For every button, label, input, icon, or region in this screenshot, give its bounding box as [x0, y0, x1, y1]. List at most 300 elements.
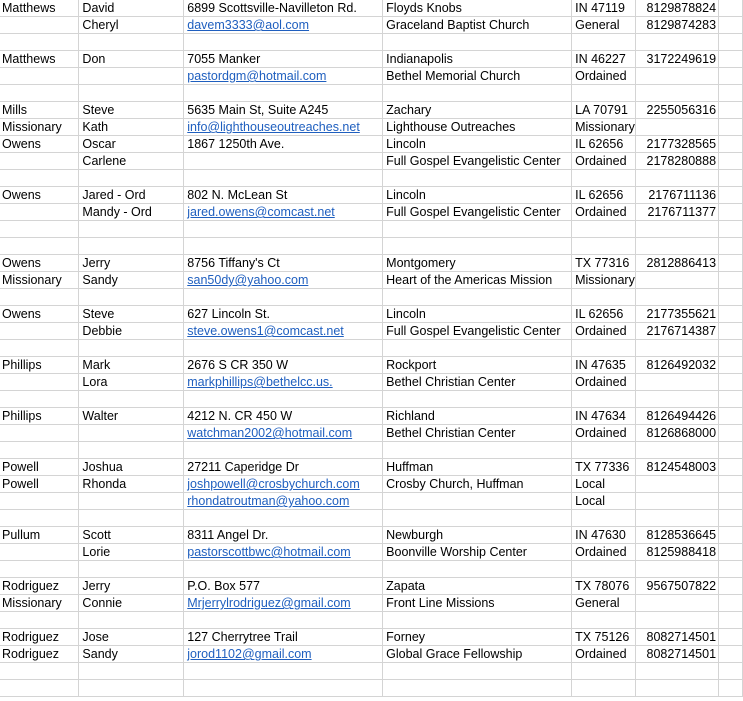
- cell-first-name[interactable]: Walter: [79, 408, 184, 425]
- cell-empty[interactable]: [719, 442, 743, 459]
- cell-address-email[interactable]: san50dy@yahoo.com: [184, 272, 383, 289]
- cell-first-name[interactable]: [79, 510, 184, 527]
- cell-address-email[interactable]: 6899 Scottsville-Navilleton Rd.: [184, 0, 383, 17]
- cell-empty[interactable]: [719, 646, 743, 663]
- cell-address-email[interactable]: [184, 442, 383, 459]
- cell-city-church[interactable]: [383, 289, 572, 306]
- cell-city-church[interactable]: Lincoln: [383, 187, 572, 204]
- cell-empty[interactable]: [719, 272, 743, 289]
- cell-state-zip-status[interactable]: [572, 221, 636, 238]
- table-row: [0, 680, 743, 697]
- cell-empty[interactable]: [719, 595, 743, 612]
- cell-state-zip-status[interactable]: [572, 34, 636, 51]
- cell-first-name[interactable]: Carlene: [79, 153, 184, 170]
- cell-last-name[interactable]: [0, 17, 79, 34]
- cell-phone[interactable]: 9567507822: [636, 578, 719, 595]
- cell-first-name[interactable]: Steve: [79, 306, 184, 323]
- cell-state-zip-status[interactable]: [572, 238, 636, 255]
- cell-state-zip-status[interactable]: IN 47635: [572, 357, 636, 374]
- cell-phone[interactable]: 2176714387: [636, 323, 719, 340]
- cell-first-name[interactable]: Lorie: [79, 544, 184, 561]
- cell-phone[interactable]: 2812886413: [636, 255, 719, 272]
- cell-empty[interactable]: [719, 255, 743, 272]
- cell-empty[interactable]: [719, 238, 743, 255]
- cell-last-name[interactable]: Mills: [0, 102, 79, 119]
- cell-last-name[interactable]: [0, 374, 79, 391]
- cell-address-email[interactable]: 2676 S CR 350 W: [184, 357, 383, 374]
- cell-city-church[interactable]: Lincoln: [383, 136, 572, 153]
- cell-phone[interactable]: 2176711377: [636, 204, 719, 221]
- cell-city-church[interactable]: Newburgh: [383, 527, 572, 544]
- cell-phone[interactable]: [636, 221, 719, 238]
- cell-state-zip-status[interactable]: IN 46227: [572, 51, 636, 68]
- cell-state-zip-status[interactable]: Ordained: [572, 374, 636, 391]
- cell-city-church[interactable]: [383, 170, 572, 187]
- cell-address-email[interactable]: [184, 289, 383, 306]
- cell-last-name[interactable]: Pullum: [0, 527, 79, 544]
- cell-phone[interactable]: [636, 680, 719, 697]
- cell-first-name[interactable]: Scott: [79, 527, 184, 544]
- cell-state-zip-status[interactable]: Ordained: [572, 68, 636, 85]
- cell-address-email[interactable]: [184, 170, 383, 187]
- cell-last-name[interactable]: [0, 340, 79, 357]
- cell-state-zip-status[interactable]: [572, 289, 636, 306]
- cell-empty[interactable]: [719, 578, 743, 595]
- cell-empty[interactable]: [719, 187, 743, 204]
- cell-first-name[interactable]: Jared - Ord: [79, 187, 184, 204]
- cell-city-church[interactable]: Huffman: [383, 459, 572, 476]
- cell-address-email[interactable]: 8311 Angel Dr.: [184, 527, 383, 544]
- cell-last-name[interactable]: [0, 493, 79, 510]
- cell-address-email[interactable]: 8756 Tiffany's Ct: [184, 255, 383, 272]
- cell-last-name[interactable]: [0, 289, 79, 306]
- cell-empty[interactable]: [719, 170, 743, 187]
- cell-empty[interactable]: [719, 289, 743, 306]
- cell-city-church[interactable]: Crosby Church, Huffman: [383, 476, 572, 493]
- cell-state-zip-status[interactable]: General: [572, 17, 636, 34]
- cell-city-church[interactable]: [383, 680, 572, 697]
- cell-city-church[interactable]: Rockport: [383, 357, 572, 374]
- cell-address-email[interactable]: [184, 510, 383, 527]
- cell-city-church[interactable]: Heart of the Americas Mission: [383, 272, 572, 289]
- cell-state-zip-status[interactable]: LA 70791: [572, 102, 636, 119]
- cell-state-zip-status[interactable]: Missionary: [572, 119, 636, 136]
- cell-phone[interactable]: 8126492032: [636, 357, 719, 374]
- cell-empty[interactable]: [719, 153, 743, 170]
- table-row: [0, 663, 743, 680]
- cell-state-zip-status[interactable]: TX 77336: [572, 459, 636, 476]
- cell-empty[interactable]: [719, 391, 743, 408]
- cell-address-email[interactable]: rhondatroutman@yahoo.com: [184, 493, 383, 510]
- cell-empty[interactable]: [719, 340, 743, 357]
- cell-city-church[interactable]: Full Gospel Evangelistic Center: [383, 323, 572, 340]
- cell-first-name[interactable]: [79, 612, 184, 629]
- cell-last-name[interactable]: Missionary: [0, 595, 79, 612]
- cell-city-church[interactable]: [383, 221, 572, 238]
- table-row: [0, 153, 743, 170]
- table-row: [0, 442, 743, 459]
- cell-address-email[interactable]: joshpowell@crosbychurch.com: [184, 476, 383, 493]
- cell-address-email[interactable]: markphillips@bethelcc.us.: [184, 374, 383, 391]
- cell-first-name[interactable]: Mark: [79, 357, 184, 374]
- cell-state-zip-status[interactable]: [572, 612, 636, 629]
- cell-phone[interactable]: [636, 612, 719, 629]
- cell-state-zip-status[interactable]: IL 62656: [572, 187, 636, 204]
- cell-city-church[interactable]: [383, 493, 572, 510]
- cell-address-email[interactable]: 27211 Caperidge Dr: [184, 459, 383, 476]
- cell-empty[interactable]: [719, 663, 743, 680]
- cell-address-email[interactable]: 127 Cherrytree Trail: [184, 629, 383, 646]
- cell-last-name[interactable]: Rodriguez: [0, 629, 79, 646]
- cell-city-church[interactable]: Indianapolis: [383, 51, 572, 68]
- cell-address-email[interactable]: 4212 N. CR 450 W: [184, 408, 383, 425]
- cell-empty[interactable]: [719, 561, 743, 578]
- cell-empty[interactable]: [719, 306, 743, 323]
- cell-state-zip-status[interactable]: Ordained: [572, 153, 636, 170]
- cell-last-name[interactable]: [0, 204, 79, 221]
- cell-empty[interactable]: [719, 102, 743, 119]
- table-row: [0, 238, 743, 255]
- cell-state-zip-status[interactable]: [572, 663, 636, 680]
- cell-state-zip-status[interactable]: Ordained: [572, 204, 636, 221]
- cell-phone[interactable]: 8129874283: [636, 17, 719, 34]
- cell-first-name[interactable]: Cheryl: [79, 17, 184, 34]
- cell-phone[interactable]: 8125988418: [636, 544, 719, 561]
- table-row: [0, 408, 743, 425]
- cell-first-name[interactable]: [79, 663, 184, 680]
- cell-last-name[interactable]: [0, 323, 79, 340]
- cell-empty[interactable]: [719, 629, 743, 646]
- cell-empty[interactable]: [719, 0, 743, 17]
- cell-city-church[interactable]: [383, 340, 572, 357]
- cell-last-name[interactable]: Owens: [0, 136, 79, 153]
- cell-first-name[interactable]: [79, 68, 184, 85]
- cell-phone[interactable]: 8129878824: [636, 0, 719, 17]
- cell-phone[interactable]: [636, 340, 719, 357]
- cell-last-name[interactable]: Owens: [0, 306, 79, 323]
- cell-city-church[interactable]: Graceland Baptist Church: [383, 17, 572, 34]
- cell-city-church[interactable]: [383, 510, 572, 527]
- cell-empty[interactable]: [719, 85, 743, 102]
- cell-city-church[interactable]: Zapata: [383, 578, 572, 595]
- cell-first-name[interactable]: [79, 238, 184, 255]
- cell-state-zip-status[interactable]: Ordained: [572, 323, 636, 340]
- cell-first-name[interactable]: [79, 425, 184, 442]
- cell-address-email[interactable]: [184, 221, 383, 238]
- cell-state-zip-status[interactable]: IL 62656: [572, 136, 636, 153]
- cell-phone[interactable]: [636, 493, 719, 510]
- cell-last-name[interactable]: [0, 170, 79, 187]
- cell-first-name[interactable]: Rhonda: [79, 476, 184, 493]
- cell-empty[interactable]: [719, 374, 743, 391]
- cell-first-name[interactable]: [79, 561, 184, 578]
- cell-empty[interactable]: [719, 357, 743, 374]
- cell-state-zip-status[interactable]: [572, 85, 636, 102]
- table-row: [0, 595, 743, 612]
- cell-last-name[interactable]: Matthews: [0, 51, 79, 68]
- cell-last-name[interactable]: [0, 34, 79, 51]
- cell-phone[interactable]: [636, 34, 719, 51]
- cell-state-zip-status[interactable]: Ordained: [572, 646, 636, 663]
- cell-address-email[interactable]: [184, 85, 383, 102]
- cell-state-zip-status[interactable]: [572, 442, 636, 459]
- table-row: [0, 527, 743, 544]
- cell-state-zip-status[interactable]: [572, 561, 636, 578]
- cell-empty[interactable]: [719, 204, 743, 221]
- cell-first-name[interactable]: [79, 340, 184, 357]
- cell-city-church[interactable]: Forney: [383, 629, 572, 646]
- cell-first-name[interactable]: Jerry: [79, 255, 184, 272]
- cell-city-church[interactable]: Boonville Worship Center: [383, 544, 572, 561]
- cell-first-name[interactable]: Joshua: [79, 459, 184, 476]
- cell-empty[interactable]: [719, 68, 743, 85]
- cell-address-email[interactable]: [184, 663, 383, 680]
- cell-state-zip-status[interactable]: TX 77316: [572, 255, 636, 272]
- cell-city-church[interactable]: Montgomery: [383, 255, 572, 272]
- cell-first-name[interactable]: [79, 85, 184, 102]
- cell-address-email[interactable]: Mrjerrylrodriguez@gmail.com: [184, 595, 383, 612]
- cell-phone[interactable]: [636, 561, 719, 578]
- cell-last-name[interactable]: Powell: [0, 459, 79, 476]
- cell-phone[interactable]: [636, 85, 719, 102]
- cell-empty[interactable]: [719, 119, 743, 136]
- cell-first-name[interactable]: Debbie: [79, 323, 184, 340]
- cell-first-name[interactable]: David: [79, 0, 184, 17]
- cell-last-name[interactable]: Rodriguez: [0, 578, 79, 595]
- cell-address-email[interactable]: info@lighthouseoutreaches.net: [184, 119, 383, 136]
- cell-phone[interactable]: 2177328565: [636, 136, 719, 153]
- cell-last-name[interactable]: Phillips: [0, 357, 79, 374]
- cell-first-name[interactable]: Sandy: [79, 272, 184, 289]
- table-row: [0, 204, 743, 221]
- cell-last-name[interactable]: Powell: [0, 476, 79, 493]
- cell-phone[interactable]: 2255056316: [636, 102, 719, 119]
- cell-empty[interactable]: [719, 527, 743, 544]
- cell-empty[interactable]: [719, 51, 743, 68]
- cell-empty[interactable]: [719, 544, 743, 561]
- cell-phone[interactable]: 3172249619: [636, 51, 719, 68]
- cell-city-church[interactable]: [383, 663, 572, 680]
- cell-first-name[interactable]: Don: [79, 51, 184, 68]
- cell-empty[interactable]: [719, 510, 743, 527]
- cell-state-zip-status[interactable]: [572, 391, 636, 408]
- cell-last-name[interactable]: [0, 391, 79, 408]
- cell-first-name[interactable]: Kath: [79, 119, 184, 136]
- cell-address-email[interactable]: [184, 34, 383, 51]
- cell-address-email[interactable]: [184, 561, 383, 578]
- cell-state-zip-status[interactable]: [572, 510, 636, 527]
- cell-last-name[interactable]: Phillips: [0, 408, 79, 425]
- cell-address-email[interactable]: 802 N. McLean St: [184, 187, 383, 204]
- cell-phone[interactable]: [636, 374, 719, 391]
- cell-empty[interactable]: [719, 408, 743, 425]
- cell-phone[interactable]: 2176711136: [636, 187, 719, 204]
- cell-address-email[interactable]: 7055 Manker: [184, 51, 383, 68]
- cell-first-name[interactable]: [79, 680, 184, 697]
- table-row: [0, 272, 743, 289]
- cell-phone[interactable]: [636, 119, 719, 136]
- cell-empty[interactable]: [719, 34, 743, 51]
- cell-phone[interactable]: 8082714501: [636, 629, 719, 646]
- cell-last-name[interactable]: Owens: [0, 187, 79, 204]
- cell-empty[interactable]: [719, 493, 743, 510]
- cell-first-name[interactable]: Mandy - Ord: [79, 204, 184, 221]
- table-row: [0, 102, 743, 119]
- cell-phone[interactable]: 8124548003: [636, 459, 719, 476]
- cell-state-zip-status[interactable]: Ordained: [572, 544, 636, 561]
- cell-phone[interactable]: 8126868000: [636, 425, 719, 442]
- cell-empty[interactable]: [719, 612, 743, 629]
- cell-empty[interactable]: [719, 136, 743, 153]
- cell-address-email[interactable]: [184, 238, 383, 255]
- cell-phone[interactable]: [636, 289, 719, 306]
- cell-last-name[interactable]: [0, 221, 79, 238]
- cell-address-email[interactable]: P.O. Box 577: [184, 578, 383, 595]
- cell-address-email[interactable]: jared.owens@comcast.net: [184, 204, 383, 221]
- cell-phone[interactable]: [636, 272, 719, 289]
- cell-city-church[interactable]: [383, 561, 572, 578]
- cell-state-zip-status[interactable]: General: [572, 595, 636, 612]
- cell-empty[interactable]: [719, 425, 743, 442]
- cell-last-name[interactable]: [0, 612, 79, 629]
- cell-last-name[interactable]: [0, 680, 79, 697]
- cell-phone[interactable]: [636, 170, 719, 187]
- cell-phone[interactable]: 2178280888: [636, 153, 719, 170]
- cell-first-name[interactable]: [79, 391, 184, 408]
- cell-city-church[interactable]: Global Grace Fellowship: [383, 646, 572, 663]
- cell-state-zip-status[interactable]: IL 62656: [572, 306, 636, 323]
- table-row: [0, 629, 743, 646]
- cell-state-zip-status[interactable]: IN 47634: [572, 408, 636, 425]
- cell-last-name[interactable]: [0, 561, 79, 578]
- cell-state-zip-status[interactable]: TX 78076: [572, 578, 636, 595]
- cell-first-name[interactable]: Jose: [79, 629, 184, 646]
- cell-city-church[interactable]: Zachary: [383, 102, 572, 119]
- cell-first-name[interactable]: Jerry: [79, 578, 184, 595]
- cell-state-zip-status[interactable]: [572, 340, 636, 357]
- cell-state-zip-status[interactable]: Ordained: [572, 425, 636, 442]
- cell-first-name[interactable]: [79, 34, 184, 51]
- cell-city-church[interactable]: [383, 612, 572, 629]
- cell-phone[interactable]: 2177355621: [636, 306, 719, 323]
- cell-phone[interactable]: [636, 442, 719, 459]
- cell-address-email[interactable]: 627 Lincoln St.: [184, 306, 383, 323]
- cell-phone[interactable]: [636, 68, 719, 85]
- cell-last-name[interactable]: [0, 425, 79, 442]
- cell-city-church[interactable]: Bethel Christian Center: [383, 374, 572, 391]
- cell-address-email[interactable]: 5635 Main St, Suite A245: [184, 102, 383, 119]
- cell-first-name[interactable]: [79, 221, 184, 238]
- cell-last-name[interactable]: Matthews: [0, 0, 79, 17]
- cell-address-email[interactable]: [184, 612, 383, 629]
- cell-address-email[interactable]: [184, 340, 383, 357]
- cell-last-name[interactable]: Owens: [0, 255, 79, 272]
- cell-city-church[interactable]: Lincoln: [383, 306, 572, 323]
- cell-phone[interactable]: [636, 663, 719, 680]
- cell-last-name[interactable]: [0, 442, 79, 459]
- cell-city-church[interactable]: [383, 391, 572, 408]
- cell-address-email[interactable]: [184, 391, 383, 408]
- cell-first-name[interactable]: Lora: [79, 374, 184, 391]
- cell-address-email[interactable]: steve.owens1@comcast.net: [184, 323, 383, 340]
- cell-first-name[interactable]: Steve: [79, 102, 184, 119]
- cell-first-name[interactable]: [79, 170, 184, 187]
- cell-address-email[interactable]: [184, 680, 383, 697]
- cell-phone[interactable]: 8082714501: [636, 646, 719, 663]
- cell-first-name[interactable]: Oscar: [79, 136, 184, 153]
- cell-last-name[interactable]: [0, 68, 79, 85]
- cell-last-name[interactable]: Missionary: [0, 272, 79, 289]
- cell-phone[interactable]: [636, 391, 719, 408]
- cell-address-email[interactable]: davem3333@aol.com: [184, 17, 383, 34]
- cell-empty[interactable]: [719, 476, 743, 493]
- cell-empty[interactable]: [719, 680, 743, 697]
- cell-phone[interactable]: [636, 238, 719, 255]
- cell-first-name[interactable]: [79, 289, 184, 306]
- cell-last-name[interactable]: [0, 238, 79, 255]
- cell-last-name[interactable]: [0, 544, 79, 561]
- cell-city-church[interactable]: Floyds Knobs: [383, 0, 572, 17]
- cell-state-zip-status[interactable]: [572, 680, 636, 697]
- cell-city-church[interactable]: Richland: [383, 408, 572, 425]
- cell-address-email[interactable]: pastorscottbwc@hotmail.com: [184, 544, 383, 561]
- cell-address-email[interactable]: pastordgm@hotmail.com: [184, 68, 383, 85]
- cell-first-name[interactable]: [79, 442, 184, 459]
- cell-address-email[interactable]: jorod1102@gmail.com: [184, 646, 383, 663]
- cell-state-zip-status[interactable]: Missionary: [572, 272, 636, 289]
- cell-state-zip-status[interactable]: IN 47119: [572, 0, 636, 17]
- cell-empty[interactable]: [719, 459, 743, 476]
- cell-first-name[interactable]: Connie: [79, 595, 184, 612]
- cell-city-church[interactable]: [383, 85, 572, 102]
- cell-city-church[interactable]: [383, 442, 572, 459]
- cell-state-zip-status[interactable]: Local: [572, 493, 636, 510]
- cell-city-church[interactable]: Lighthouse Outreaches: [383, 119, 572, 136]
- cell-last-name[interactable]: Rodriguez: [0, 646, 79, 663]
- cell-address-email[interactable]: 1867 1250th Ave.: [184, 136, 383, 153]
- cell-city-church[interactable]: Full Gospel Evangelistic Center: [383, 153, 572, 170]
- table-row: [0, 510, 743, 527]
- cell-phone[interactable]: [636, 595, 719, 612]
- cell-city-church[interactable]: Bethel Christian Center: [383, 425, 572, 442]
- cell-last-name[interactable]: [0, 510, 79, 527]
- cell-state-zip-status[interactable]: [572, 170, 636, 187]
- cell-empty[interactable]: [719, 17, 743, 34]
- cell-first-name[interactable]: [79, 493, 184, 510]
- cell-last-name[interactable]: Missionary: [0, 119, 79, 136]
- cell-city-church[interactable]: [383, 238, 572, 255]
- cell-empty[interactable]: [719, 323, 743, 340]
- cell-first-name[interactable]: Sandy: [79, 646, 184, 663]
- cell-state-zip-status[interactable]: Local: [572, 476, 636, 493]
- cell-city-church[interactable]: [383, 34, 572, 51]
- cell-last-name[interactable]: [0, 663, 79, 680]
- cell-last-name[interactable]: [0, 85, 79, 102]
- cell-empty[interactable]: [719, 221, 743, 238]
- cell-phone[interactable]: 8128536645: [636, 527, 719, 544]
- cell-phone[interactable]: 8126494426: [636, 408, 719, 425]
- cell-last-name[interactable]: [0, 153, 79, 170]
- cell-address-email[interactable]: [184, 153, 383, 170]
- cell-phone[interactable]: [636, 476, 719, 493]
- cell-city-church[interactable]: Bethel Memorial Church: [383, 68, 572, 85]
- cell-state-zip-status[interactable]: IN 47630: [572, 527, 636, 544]
- cell-address-email[interactable]: watchman2002@hotmail.com: [184, 425, 383, 442]
- cell-city-church[interactable]: Full Gospel Evangelistic Center: [383, 204, 572, 221]
- cell-state-zip-status[interactable]: TX 75126: [572, 629, 636, 646]
- cell-city-church[interactable]: Front Line Missions: [383, 595, 572, 612]
- cell-phone[interactable]: [636, 510, 719, 527]
